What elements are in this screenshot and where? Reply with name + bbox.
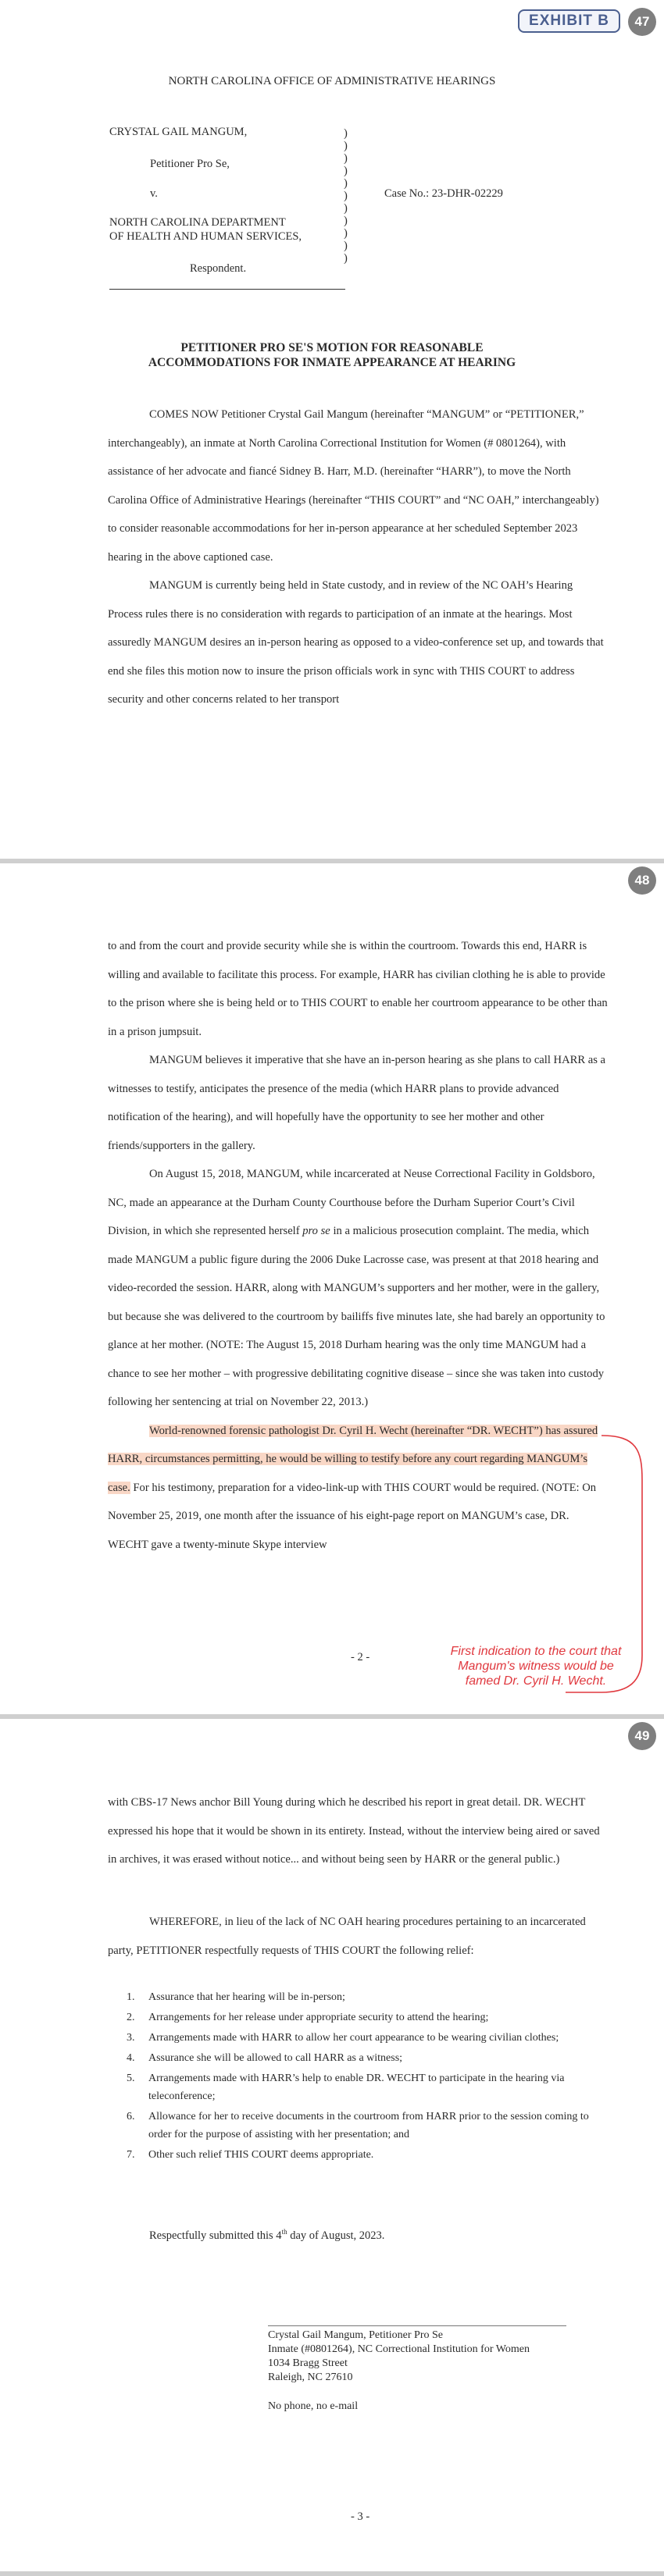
relief-text: Assurance she will be allowed to call HARR as a witness; [148, 2052, 403, 2064]
page-47 [0, 0, 664, 859]
caption-parentheses: ) ) ) ) ) ) ) ) ) ) ) [344, 127, 348, 265]
signature-city: Raleigh, NC 27610 [268, 2371, 353, 2383]
paragraph-custody: MANGUM is currently being held in State custody, and in review of the NC OAH’s Hearing Process rules there is no consideration with regards to participation of an inmate at the hearings. Most assuredly MANGUM desires an in-person hearing as opposed to a video-conference set up, and towards that end she files this motion now to insure the prison officials work in sync with THIS COURT to address security and other concerns related to her transport [108, 579, 604, 706]
relief-text: Arrangements for her release under appropriate security to attend the hearing; [148, 2012, 489, 2023]
versus: v. [150, 187, 158, 200]
relief-number: 6. [127, 2111, 135, 2122]
relief-number: 3. [127, 2032, 135, 2044]
relief-item [127, 2008, 595, 2026]
relief-item [127, 2049, 595, 2067]
relief-item [127, 1988, 595, 2006]
relief-text: Assurance that her hearing will be in-person; [148, 1991, 345, 2003]
signature-name: Crystal Gail Mangum, Petitioner Pro Se [268, 2329, 443, 2341]
signature-street: 1034 Bragg Street [268, 2357, 348, 2369]
signature-contact: No phone, no e-mail [268, 2400, 359, 2412]
relief-item [127, 2146, 595, 2164]
relief-number: 5. [127, 2073, 135, 2084]
paragraph-wherefore: WHEREFORE, in lieu of the lack of NC OAH hearing procedures pertaining to an incarcerated party, PETITIONER respectfully requests of THIS COURT the following relief: [108, 1916, 586, 1957]
paragraph-in-person: MANGUM believes it imperative that she have an in-person hearing as she plans to call HARR as a witnesses to testify, anticipates the presence of the media (which HARR plans to provide advanced notification of the hearing), and will hopefully have the opportunity to see her mother and other friends/supporters in the gallery. [108, 1054, 606, 1152]
page-footer: - 3 - [351, 2510, 370, 2523]
ordinal-suffix: th [281, 2228, 287, 2236]
respondent-role: Respondent. [190, 262, 247, 275]
signature-line [268, 2325, 566, 2326]
text-run: On August 15, 2018, MANGUM, while incarcerated at Neuse Correctional Facility in Goldsboro, NC, made an appearance at the Durham County Courthouse before the Durham Superior Court’s Civil Division, in which she represented herself [108, 1168, 595, 1237]
relief-text: Allowance for her to receive documents in the courtroom from HARR prior to the session coming to order for the purpose of assisting with her presentation; and [148, 2111, 589, 2140]
motion-body-p2 [108, 932, 608, 1559]
relief-text: Other such relief THIS COURT deems appropriate. [148, 2149, 374, 2161]
caption-rule [109, 289, 345, 290]
highlighted-wecht-text: World-renowned forensic pathologist Dr. Cyril H. Wecht (hereinafter “DR. WECHT”) has assured HARR, circumstances permitting, he would be willing to testify before any court regarding MANGUM’s case. [108, 1424, 598, 1494]
relief-text: Arrangements made with HARR’s help to enable DR. WECHT to participate in the hearing via teleconference; [148, 2073, 565, 2102]
relief-number: 1. [127, 1991, 135, 2003]
relief-item [127, 2108, 595, 2144]
case-number: Case No.: 23-DHR-02229 [384, 187, 503, 200]
page-badge: 48 [628, 866, 656, 895]
relief-number: 4. [127, 2052, 135, 2064]
paragraph-intro: COMES NOW Petitioner Crystal Gail Mangum (hereinafter “MANGUM” or “PETITIONER,” interchangeably), an inmate at North Carolina Correctional Institution for Women (# 0801264), with assistance of her advocate and fiancé Sidney B. Harr, M.D. (hereinafter “HARR”), to move the North Carolina Office of Administrative Hearings (hereinafter “THIS COURT” and “NC OAH,” interchangeably) to consider reasonable accommodations for her in-person appearance at her scheduled September 2023 hearing in the above captioned case. [108, 408, 599, 564]
margin-annotation: First indication to the court that Mangum's witness would be famed Dr. Cyril H. Wecht. [450, 1645, 622, 1688]
text-run: in a malicious prosecution complaint. The media, which made MANGUM a public figure during the 2006 Duke Lacrosse case, was present at that 2018 hearing and video-recorded the session. HARR, along with MANGUM’s supporters and her mother, were in the gallery, but because she was delivered to the courtroom by bailiffs five minutes late, she had barely an opportunity to glance at her mother. (NOTE: The August 15, 2018 Durham hearing was the only time MANGUM had a chance to see her mother – with progressive debilitating cognitive disease – since she was taken into custody following her sentencing at trial on November 22, 2013.) [108, 1225, 605, 1408]
motion-title-line1: PETITIONER PRO SE'S MOTION FOR REASONABLE [180, 341, 484, 354]
text-run: day of August, 2023. [287, 2229, 385, 2242]
page-separator [0, 2571, 664, 2576]
page-badge: 47 [628, 8, 656, 36]
page-48 [0, 863, 664, 1714]
page-footer: - 2 - [351, 1651, 370, 1663]
submitted-line [149, 2228, 384, 2243]
pro-se-term: pro se [302, 1225, 330, 1237]
paragraph-transport-cont: to and from the court and provide security while she is within the courtroom. Towards this end, HARR is willing and available to facilitate this process. For example, HARR has civilian clothing he is able to provide to the prison where she is being held or to THIS COURT to enable her courtroom appearance to be other than in a prison jumpsuit. [108, 940, 608, 1038]
text-run: Respectfully submitted this 4 [149, 2229, 282, 2242]
relief-text: Arrangements made with HARR to allow her court appearance to be wearing civilian clothes; [148, 2032, 559, 2044]
motion-title-line2: ACCOMMODATIONS FOR INMATE APPEARANCE AT HEARING [148, 356, 516, 369]
petitioner-role: Petitioner Pro Se, [150, 158, 230, 170]
respondent-line1: NORTH CAROLINA DEPARTMENT [109, 216, 286, 229]
paragraph-wecht [108, 1417, 608, 1560]
relief-list [127, 1988, 595, 2166]
wherefore-block [108, 1908, 608, 1965]
motion-body-p1 [108, 400, 608, 714]
court-title: NORTH CAROLINA OFFICE OF ADMINISTRATIVE HEARINGS [168, 75, 496, 87]
petitioner-name: CRYSTAL GAIL MANGUM, [109, 126, 248, 138]
relief-item [127, 2029, 595, 2047]
paragraph-2018-hearing [108, 1160, 608, 1417]
relief-item [127, 2069, 595, 2105]
text-run: For his testimony, preparation for a video-link-up with THIS COURT would be required. (NOTE: On November 25, 2019, one month after the issuance of his eight-page report on MANGUM’s case, DR. WECHT gave a twenty-minute Skype interview [108, 1481, 597, 1551]
paragraph-interview-cont: with CBS-17 News anchor Bill Young during which he described his report in great detail. DR. WECHT expressed his hope that it would be shown in its entirety. Instead, without the interview being aired or saved in archives, it was erased without notice... and without being seen by HARR or the general public.) [108, 1796, 600, 1866]
page-49 [0, 1719, 664, 2576]
page-badge: 49 [628, 1722, 656, 1750]
exhibit-stamp: EXHIBIT B [518, 9, 620, 33]
signature-inmate: Inmate (#0801264), NC Correctional Institution for Women [268, 2343, 530, 2355]
motion-body-p3 [108, 1788, 608, 1874]
relief-number: 7. [127, 2149, 135, 2161]
relief-number: 2. [127, 2012, 135, 2023]
respondent-line2: OF HEALTH AND HUMAN SERVICES, [109, 230, 302, 243]
